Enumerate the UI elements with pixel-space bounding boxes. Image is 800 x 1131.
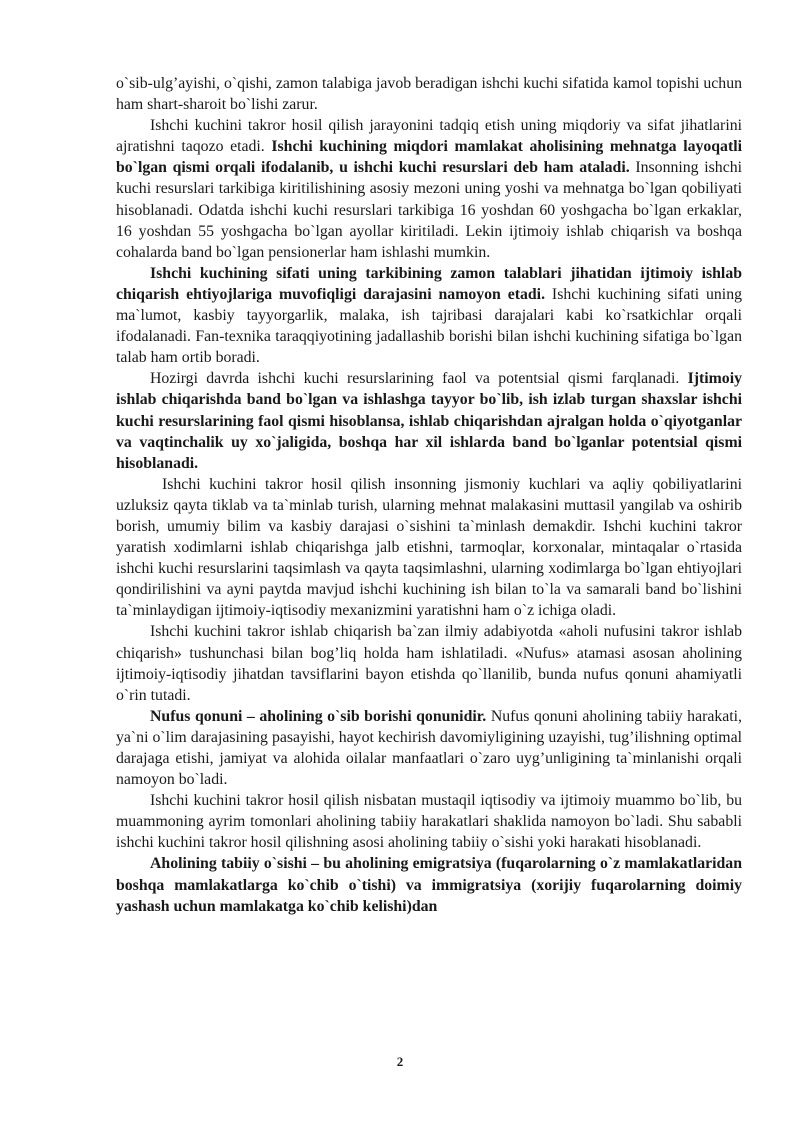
document-page	[116, 73, 742, 917]
text-run: Hozirgi davrda ishchi kuchi resurslarining faol va potentsial qismi farqlanadi.	[150, 370, 688, 388]
bold-text-run: Aholining tabiiy o`sishi – bu aholining emigratsiya (fuqarolarning o`z mamlakatlaridan boshqa mamlakatlarga ko`chib o`tishi) va immigratsiya (xorijiy fuqarolarning doimiy yashash uchun mamlakatga ko`chib kelishi)dan	[116, 855, 742, 915]
paragraph-2	[116, 115, 742, 263]
text-run: o`sib-ulg’ayishi, o`qishi, zamon talabiga javob beradigan ishchi kuchi sifatida kamol topishi uchun ham shart-sharoit bo`lishi zarur.	[116, 75, 742, 114]
bold-text-run: Ijtimoiy ishlab chiqarishda band bo`lgan va ishlashga tayyor bo`lib, ish izlab turgan shaxslar ishchi kuchi resurslarining faol qismi hisoblansa, ishlab chiqarishdan ajralgan holda o`qiyotganlar va vaqtinchalik uy xo`jaligida, boshqa har xil ishlarda band bo`lganlar potentsial qismi hisoblanadi.	[116, 370, 742, 472]
bold-text-run: Nufus qonuni – aholining o`sib borishi qonunidir.	[150, 707, 487, 725]
text-run: Ishchi kuchini takror hosil qilish nisbatan mustaqil iqtisodiy va ijtimoiy muammo bo`lib, bu muammoning ayrim tomonlari aholining tabiiy harakatlari shaklida namoyon bo`ladi. Shu sababli ishchi kuchini takror hosil qilishning asosi aholining tabiiy o`sishi yoki harakati hisoblanadi.	[116, 792, 742, 852]
paragraph-5	[116, 474, 742, 622]
text-run: Ishchi kuchining sifati uning ma`lumot, kasbiy tayyorgarlik, malaka, ish tajribasi darajalari kabi ko`rsatkichlar orqali ifodalanadi. Fan-texnika taraqqiyotining jadallashib borishi bilan ishchi kuchining sifatiga bo`lgan talab ham ortib boradi.	[116, 285, 742, 367]
text-run: Ishchi kuchini takror hosil qilish insonning jismoniy kuchlari va aqliy qobiliyatlarini uzluksiz qayta tiklab va ta`minlab turish, ularning mehnat malakasini muttasil yangilab va oshirib borish, umumiy bilim va kasbiy darajasi o`sishini ta`minlash demakdir. Ishchi kuchini takror yaratish xodimlarni ishlab chiqarishga jalb etishni, tarmoqlar, korxonalar, mintaqalar o`rtasida ishchi kuchi resurslarini taqsimlash va qayta taqsimlashni, ularning xodimlarga bo`lgan ehtiyojlari qondirilishini va ayni paytda mavjud ishchi kuchining ish bilan to`la va samarali band bo`lishini ta`minlaydigan ijtimoiy-iqtisodiy mexanizmini yaratishni ham o`z ichiga oladi.	[116, 475, 742, 620]
page-number: 2	[396, 1054, 404, 1069]
text-run: Ishchi kuchini takror ishlab chiqarish ba`zan ilmiy adabiyotda «aholi nufusini takror ishlab chiqarish» tushunchasi bilan bog’liq holda ham ishlatiladi. «Nufus» atamasi asosan aholining ijtimoiy-iqtisodiy jihatdan tavsiflarini bayon etishda qo`llanilib, bunda nufus qonuni ahamiyatli o`rin tutadi.	[116, 623, 742, 704]
paragraph-9	[116, 853, 742, 916]
text-run: Insonning ishchi kuchi resurslari tarkibiga kiritilishining asosiy mezoni uning yoshi va mehnatga bo`lgan qobiliyati hisoblanadi. Odatda ishchi kuchi resurslari tarkibiga 16 yoshdan 60 yoshgacha bo`lgan erkaklar, 16 yoshdan 55 yoshgacha bo`lgan ayollar kiritiladi. Lekin ijtimoiy ishlab chiqarish va boshqa cohalarda band bo`lgan pensionerlar ham ishlashi mumkin.	[116, 159, 742, 261]
text-run: Ishchi kuchini takror hosil qilish jarayonini tadqiq etish uning miqdoriy va sifat jihatlarini ajratishni taqozo etadi.	[116, 117, 742, 156]
paragraph-7	[116, 706, 742, 790]
paragraph-4	[116, 368, 742, 473]
paragraph-6	[116, 621, 742, 705]
paragraph-8	[116, 790, 742, 853]
paragraph-3	[116, 263, 742, 368]
bold-text-run: Ishchi kuchining miqdori mamlakat aholisining mehnatga layoqatli bo`lgan qismi orqali ifodalanib, u ishchi kuchi resurslari deb ham ataladi.	[116, 138, 742, 177]
paragraph-1	[116, 73, 742, 115]
bold-text-run: Ishchi kuchining sifati uning tarkibining zamon talablari jihatidan ijtimoiy ishlab chiqarish ehtiyojlariga muvofiqligi darajasini namoyon etadi.	[116, 264, 742, 303]
text-run: Nufus qonuni aholining tabiiy harakati, ya`ni o`lim darajasining pasayishi, hayot kechirish davomiyligining uzayishi, tug’ilishning optimal darajaga etishi, jamiyat va alohida oilalar manfaatlari o`zaro uyg’unligining ta`minlanishi orqali namoyon bo`ladi.	[116, 707, 742, 789]
